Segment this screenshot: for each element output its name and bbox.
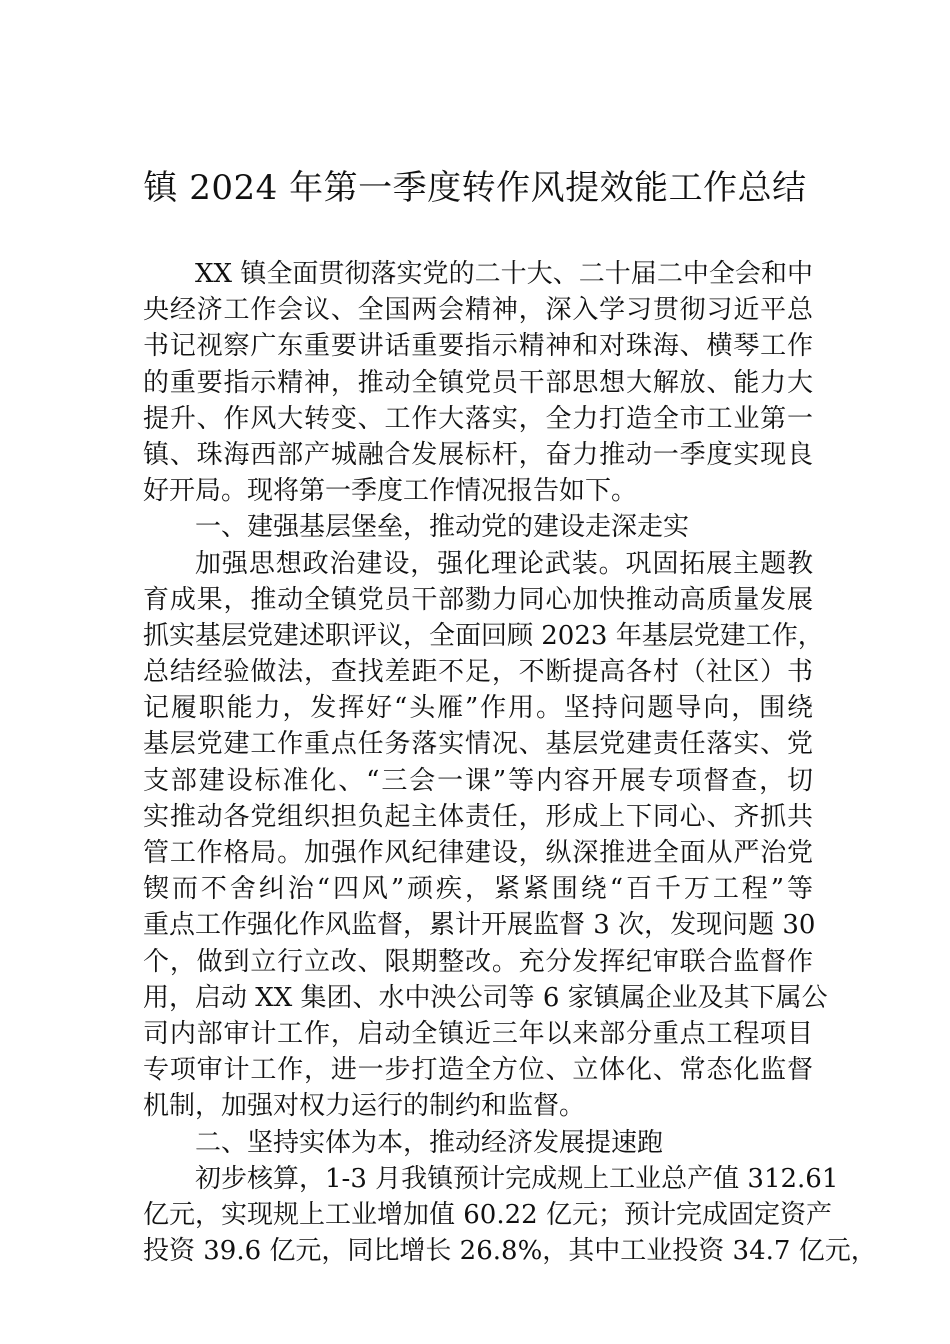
paragraph-line: 育成果，推动全镇党员干部勠力同心加快推动高质量发展 [143,584,813,615]
section-heading: 一、建强基层堡垒，推动党的建设走深走实 [195,512,690,543]
paragraph-line: 个，做到立行立改、限期整改。充分发挥纪审联合监督作 [143,946,813,977]
paragraph-line: 央经济工作会议、全国两会精神，深入学习贯彻习近平总 [143,295,813,326]
paragraph-line: 司内部审计工作，启动全镇近三年以来部分重点工程项目 [143,1018,813,1049]
paragraph-line: 基层党建工作重点任务落实情况、基层党建责任落实、党 [143,729,813,760]
paragraph-line: 加强思想政治建设，强化理论武装。巩固拓展主题教 [195,548,813,579]
paragraph-line: 书记视察广东重要讲话重要指示精神和对珠海、横琴工作 [143,331,813,362]
paragraph-line: 管工作格局。加强作风纪律建设，纵深推进全面从严治党 [143,838,813,868]
paragraph-line: 总结经验做法，查找差距不足，不断提高各村（社区）书 [143,657,813,688]
paragraph-line: 用，启动 XX 集团、水中泱公司等 6 家镇属企业及其下属公 [143,982,828,1013]
paragraph-line: 投资 39.6 亿元，同比增长 26.8%，其中工业投资 34.7 亿元， [143,1236,877,1267]
paragraph-line: 的重要指示精神，推动全镇党员干部思想大解放、能力大 [143,367,813,398]
paragraph-line: 抓实基层党建述职评议，全面回顾 2023 年基层党建工作， [143,620,824,651]
document-title: 镇 2024 年第一季度转作风提效能工作总结 [143,168,807,208]
paragraph-line: 提升、作风大转变、工作大落实，全力打造全市工业第一 [143,403,813,434]
paragraph-line: 重点工作强化作风监督，累计开展监督 3 次，发现问题 30 [143,910,816,941]
paragraph-line: 亿元，实现规上工业增加值 60.22 亿元；预计完成固定资产 [143,1199,832,1230]
paragraph-line: 初步核算，1-3 月我镇预计完成规上工业总产值 312.61 [195,1163,839,1194]
paragraph-line: XX 镇全面贯彻落实党的二十大、二十届二中全会和中 [195,259,813,289]
paragraph-line: 锲而不舍纠治“四风”顽疾，紧紧围绕“百千万工程”等 [143,874,813,905]
paragraph-line: 支部建设标准化、“三会一课”等内容开展专项督查，切 [143,765,813,796]
paragraph-line: 专项审计工作，进一步打造全方位、立体化、常态化监督 [143,1055,813,1086]
paragraph-line: 机制，加强对权力运行的制约和监督。 [143,1091,586,1122]
paragraph-line: 镇、珠海西部产城融合发展标杆，奋力推动一季度实现良 [143,439,813,470]
paragraph-line: 记履职能力，发挥好“头雁”作用。坚持问题导向，围绕 [143,693,813,724]
section-heading: 二、坚持实体为本，推动经济发展提速跑 [195,1127,664,1158]
document-body [143,256,877,1269]
paragraph-line: 好开局。现将第一季度工作情况报告如下。 [143,476,638,507]
paragraph-line: 实推动各党组织担负起主体责任，形成上下同心、齐抓共 [143,801,813,832]
